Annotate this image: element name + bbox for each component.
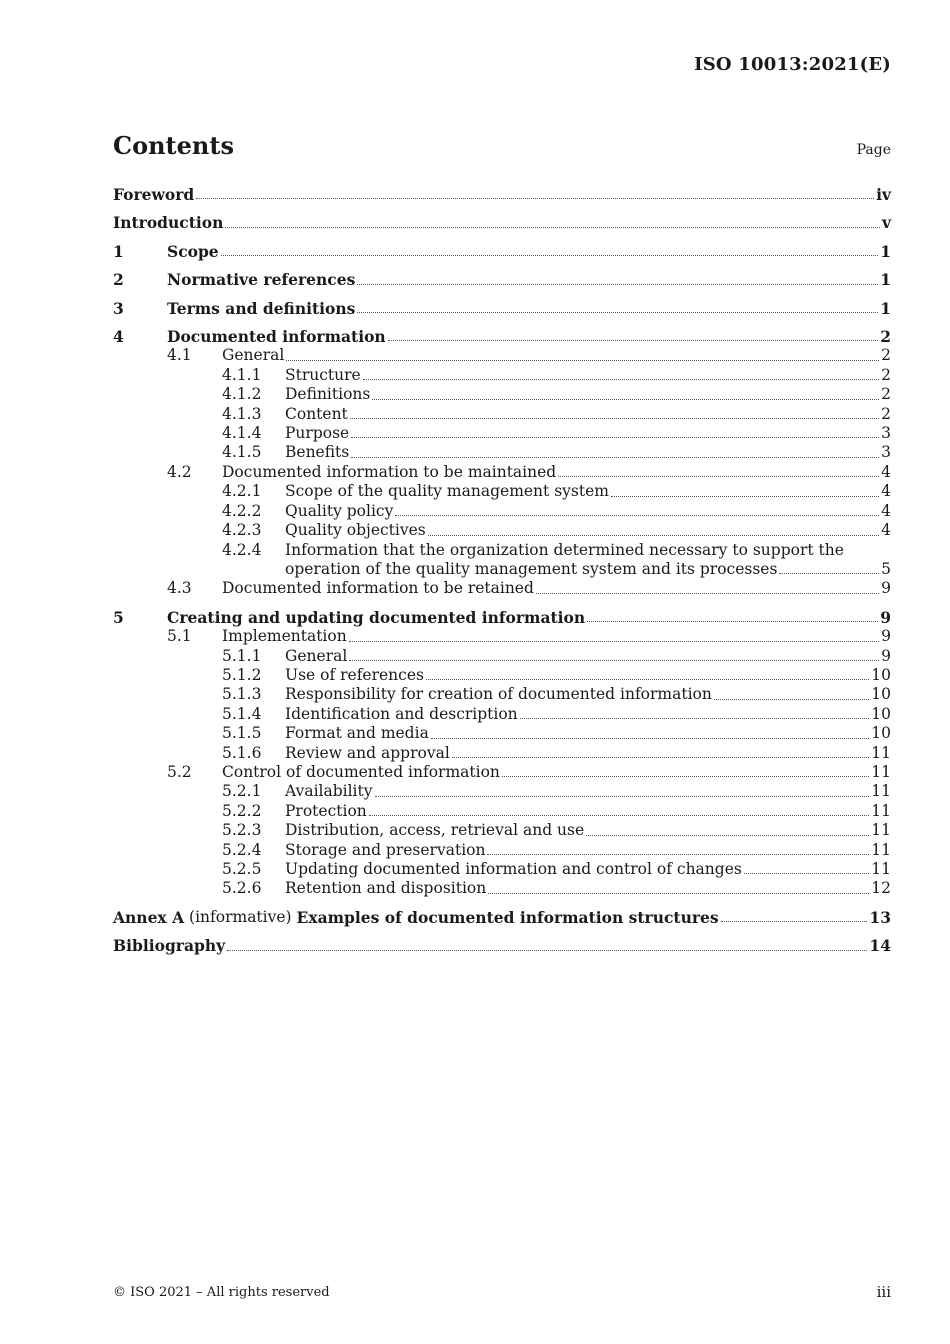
toc-page: 11 [871,743,891,762]
dot-leader [225,226,880,228]
toc-entry-4-1-5[interactable] [113,443,891,462]
toc-page: 13 [869,907,891,927]
toc-number: 5.1.5 [222,724,262,743]
toc-entry-5-1[interactable] [113,627,891,646]
toc-title: Definitions [285,385,371,404]
toc-number: 5.2.5 [222,860,262,878]
toc-entry-4-2[interactable] [113,463,891,482]
toc-page: 9 [881,646,891,665]
toc-entry-5-2-1[interactable] [113,782,891,801]
toc-entry-5-2-6[interactable] [113,879,891,898]
toc-annex-qualifier [184,908,296,927]
toc-entry-5-2[interactable] [113,763,891,782]
toc-title: Examples of documented information structures [296,907,719,927]
toc-page: 14 [869,936,891,956]
toc-number: 4.1.3 [222,404,262,423]
toc-entry-annex-a[interactable] [113,908,891,927]
dot-leader [357,311,878,313]
toc-number: 5.1.1 [222,646,262,665]
dot-leader [744,872,869,874]
toc-page: 11 [871,821,891,840]
toc-entry-4-1[interactable] [113,346,891,365]
toc-page: 11 [871,782,891,801]
dot-leader [388,339,879,341]
toc-page: 4 [881,521,891,540]
dot-leader [520,717,870,719]
toc-number: 4.2.1 [222,482,262,501]
toc-entry-4-2-1[interactable] [113,482,891,501]
toc-page: 9 [880,607,891,627]
toc-page: 3 [881,424,891,443]
toc-title: Storage and preservation [285,840,486,859]
toc-page: 11 [871,840,891,859]
toc-page: 10 [871,724,891,743]
toc-title: Bibliography [113,936,226,956]
toc-number: 4.2.3 [222,521,262,540]
toc-title: Distribution, access, retrieval and use [285,821,585,840]
dot-leader [227,949,867,951]
toc-title: Content [285,404,348,423]
toc-page: 12 [871,879,891,898]
toc-title: Availability [285,782,373,801]
table-of-contents [113,185,891,956]
toc-title: Protection [285,801,367,820]
toc-number: 4.1.1 [222,365,262,384]
dot-leader [350,417,879,419]
toc-entry-4-2-2[interactable] [113,502,891,521]
toc-title: Identification and description [285,704,518,723]
toc-page: 1 [880,241,891,261]
toc-number: 5.1.2 [222,665,262,684]
dot-leader [779,572,879,574]
dot-leader [611,495,879,497]
toc-entry-foreword[interactable] [113,185,891,204]
toc-number: 4 [113,327,124,347]
dot-leader [196,197,874,199]
contents-title: Contents [113,131,234,160]
toc-entry-4-1-1[interactable] [113,366,891,385]
toc-number: 5.2.6 [222,879,262,898]
toc-page: 1 [880,270,891,290]
toc-number: 5 [113,607,124,627]
dot-leader [487,853,869,855]
dot-leader [586,834,869,836]
dot-leader [558,475,879,477]
toc-page: 1 [880,298,891,318]
toc-page: 4 [881,501,891,520]
toc-annex-label: Annex A [113,907,185,927]
toc-number: 5.2 [167,762,192,781]
toc-title: Creating and updating documented information [167,607,586,627]
dot-leader [502,775,869,777]
toc-entry-bibliography[interactable] [113,936,891,955]
toc-number: 5.2.3 [222,821,262,840]
toc-number: 4.1.4 [222,424,262,443]
toc-page: 5 [881,559,891,578]
toc-entry-5-1-6[interactable] [113,744,891,763]
toc-entry-4-1-2[interactable] [113,385,891,404]
toc-title: Scope [167,241,219,261]
toc-page: iv [876,185,891,204]
toc-title-block [285,541,891,580]
toc-entry-5-2-5[interactable] [113,860,891,879]
dot-leader [395,514,879,516]
toc-entry-2[interactable] [113,270,891,289]
toc-number: 4.1.2 [222,385,262,404]
toc-number: 5.1.3 [222,685,262,704]
dot-leader [286,359,879,361]
toc-number: 5.1.4 [222,704,262,723]
dot-leader [372,398,879,400]
toc-title: Documented information to be retained [222,579,534,598]
toc-number: 4.1 [167,346,192,365]
toc-number: 1 [113,241,124,261]
toc-entry-4[interactable] [113,327,891,346]
toc-page: 4 [881,482,891,501]
toc-title: Terms and definitions [167,298,356,318]
toc-entry-5-2-3[interactable] [113,821,891,840]
dot-leader [536,592,879,594]
toc-entry-5-1-3[interactable] [113,685,891,704]
toc-entry-5-2-2[interactable] [113,802,891,821]
toc-page: 10 [871,665,891,684]
toc-title: Scope of the quality management system [285,482,609,501]
toc-entry-4-2-3[interactable] [113,521,891,540]
toc-title: Introduction [113,213,224,233]
toc-title: Foreword [113,185,195,204]
toc-entry-4-2-4[interactable] [113,541,891,580]
toc-title: Structure [285,365,361,384]
toc-title: General [222,346,285,365]
toc-number: 3 [113,298,124,318]
page-number: iii [876,1283,891,1301]
dot-leader [452,756,869,758]
toc-title: Responsibility for creation of documented information [285,685,712,704]
toc-number: 4.1.5 [222,443,262,462]
document-id-header: ISO 10013:2021(E) [694,54,891,75]
toc-number: 5.1.6 [222,743,262,762]
toc-page: 2 [881,346,891,365]
toc-page: 10 [871,685,891,704]
dot-leader [351,436,879,438]
toc-title: Retention and disposition [285,879,487,898]
dot-leader [587,620,878,622]
dot-leader [488,892,869,894]
toc-page: 11 [871,860,891,878]
toc-entry-5-1-2[interactable] [113,666,891,685]
toc-entry-4-1-4[interactable] [113,424,891,443]
toc-number: 2 [113,270,124,290]
toc-number: 5.1 [167,627,192,646]
toc-number: 5.2.1 [222,782,262,801]
toc-page: 2 [881,404,891,423]
toc-title: General [285,646,348,665]
dot-leader [426,678,869,680]
dot-leader [431,737,869,739]
toc-entry-5-2-4[interactable] [113,841,891,860]
dot-leader [721,920,868,922]
dot-leader [428,534,879,536]
toc-entry-3[interactable] [113,299,891,318]
dot-leader [363,378,879,380]
toc-title: Documented information to be maintained [222,462,557,481]
toc-title-line-2-row [285,560,891,579]
toc-title: Implementation [222,627,347,646]
toc-page: 10 [871,704,891,723]
toc-page: 9 [881,579,891,598]
toc-title: Normative references [167,270,356,290]
dot-leader [714,698,869,700]
toc-page: 11 [871,801,891,820]
copyright-notice: © ISO 2021 – All rights reserved [113,1285,330,1300]
toc-entry-5[interactable] [113,608,891,627]
toc-entry-5-1-4[interactable] [113,705,891,724]
toc-page: 4 [881,462,891,481]
toc-title: Quality policy [285,501,394,520]
toc-entry-4-3[interactable] [113,579,891,598]
toc-page: 3 [881,443,891,462]
toc-number: 4.2.2 [222,501,262,520]
dot-leader [369,814,870,816]
toc-entry-4-1-3[interactable] [113,405,891,424]
page-column-label: Page [856,142,891,158]
toc-title: Use of references [285,665,424,684]
toc-number: 5.2.4 [222,840,262,859]
toc-number: 4.2 [167,462,192,481]
dot-leader [375,795,870,797]
dot-leader [351,456,879,458]
toc-title: Control of documented information [222,762,500,781]
toc-page: v [881,213,891,233]
toc-page: 11 [871,762,891,781]
toc-title: Review and approval [285,743,450,762]
toc-title: Documented information [167,327,386,347]
toc-title: Quality objectives [285,521,426,540]
toc-page: 2 [881,385,891,404]
toc-number: 4.2.4 [222,540,262,559]
toc-title: Format and media [285,724,429,743]
toc-entry-1[interactable] [113,242,891,261]
toc-title: Purpose [285,424,350,443]
toc-title: Updating documented information and control of changes [285,860,742,878]
toc-title: Benefits [285,443,350,462]
toc-title-line-2: operation of the quality management system and its processes [285,559,778,578]
toc-number: 5.2.2 [222,801,262,820]
toc-entry-introduction[interactable] [113,213,891,232]
toc-page: 2 [881,365,891,384]
toc-page: 9 [881,627,891,646]
dot-leader [221,254,879,256]
annex-qualifier-text: (informative) [189,907,292,926]
toc-entry-5-1-1[interactable] [113,647,891,666]
toc-page: 2 [880,327,891,347]
dot-leader [349,640,879,642]
toc-entry-5-1-5[interactable] [113,724,891,743]
dot-leader [357,283,878,285]
toc-title-line-1: Information that the organization determined necessary to support the [285,540,844,559]
toc-number: 4.3 [167,579,192,598]
dot-leader [349,659,879,661]
